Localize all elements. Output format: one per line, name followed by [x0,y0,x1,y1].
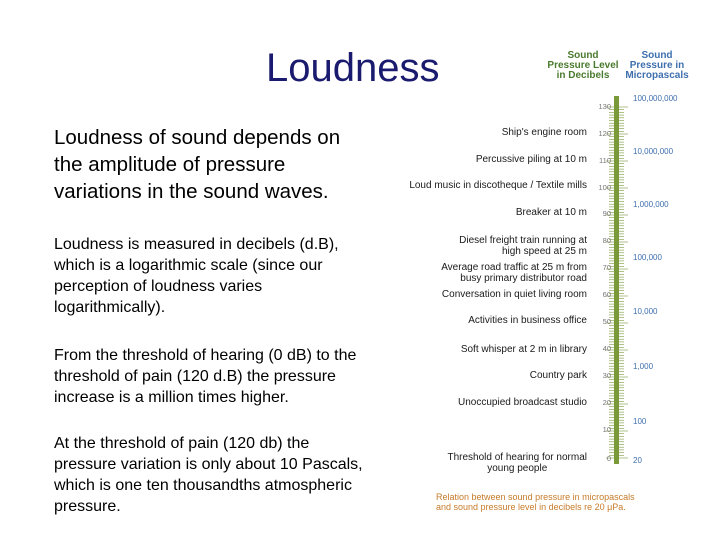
source-breaker: Breaker at 10 m [515,207,587,218]
text-line: At the threshold of pain (120 db) the [54,435,310,452]
db-tick-label: 100 [598,183,611,192]
source-engine-room: Ship's engine room [501,127,587,138]
source-office: Activities in business office [468,315,587,326]
db-tick-label: 50 [602,317,611,326]
text-line: variations in the sound waves. [54,180,329,203]
db-tick-label: 110 [599,156,611,165]
source-line: Threshold of hearing for normal [447,452,587,463]
db-tick-label: 30 [602,371,611,380]
slide-title: Loudness [266,46,440,90]
source-whisper: Soft whisper at 2 m in library [460,344,587,355]
caption-line: Relation between sound pressure in micropascals [436,492,635,502]
pa-tick-label: 1,000,000 [633,200,669,209]
source-line: busy primary distributor road [460,273,587,284]
text-line: increase is a million times higher. [54,389,289,406]
source-line: high speed at 25 m [501,246,587,257]
db-tick-label: 10 [602,425,611,434]
db-tick-label: 40 [602,344,611,353]
source-piling: Percussive piling at 10 m [475,154,587,165]
db-tick-label: 90 [602,209,611,218]
source-line: young people [487,463,548,474]
source-diesel-train [459,235,587,257]
header-line: Sound [641,50,673,61]
header-line: Micropascals [625,70,689,81]
pa-tick-label: 100 [633,417,647,426]
header-line: Pressure Level [547,60,619,71]
pa-tick-label: 100,000,000 [633,94,678,103]
scale-bar [614,96,619,464]
source-broadcast-studio: Unoccupied broadcast studio [458,397,587,408]
db-tick-label: 80 [602,236,611,245]
text-line: pressure variation is only about 10 Pascals, [54,456,363,473]
db-tick-label: 70 [602,263,611,272]
db-tick-label: 60 [602,290,611,299]
header-line: Pressure in [629,60,685,71]
text-line: perception of loudness varies [54,278,263,295]
header-line: in Decibels [556,70,610,81]
pa-tick-label: 100,000 [633,253,662,262]
text-line: the amplitude of pressure [54,153,286,176]
source-line: Average road traffic at 25 m from [441,262,587,273]
db-tick-label: 120 [598,129,611,138]
source-threshold-hearing [447,452,587,474]
text-line: pressure. [54,498,121,515]
source-road-traffic [441,262,587,284]
caption-line: and sound pressure level in decibels re 20 μPa. [436,502,626,512]
text-line: Loudness is measured in decibels (d.B), [54,236,339,253]
db-tick-label: 0 [606,454,611,463]
text-line: logarithmically). [54,299,166,316]
text-line: Loudness of sound depends on [54,126,341,149]
source-country-park: Country park [529,370,587,381]
source-disco: Loud music in discotheque / Textile mills [409,180,587,191]
diagram-caption [436,492,635,512]
text-line: From the threshold of hearing (0 dB) to the [54,347,357,364]
pa-tick-label: 10,000 [633,307,658,316]
source-line: Diesel freight train running at [459,235,587,246]
pa-tick-label: 10,000,000 [633,147,674,156]
text-line: threshold of pain (120 d.B) the pressure [54,368,336,385]
pa-tick-label: 20 [633,456,642,465]
source-conversation: Conversation in quiet living room [441,289,587,300]
text-line: which is one ten thousandths atmospheric [54,477,352,494]
text-line: which is a logarithmic scale (since our [54,257,323,274]
header-line: Sound [567,50,599,61]
pa-tick-label: 1,000 [633,362,654,371]
db-tick-label: 130 [598,102,611,111]
db-tick-label: 20 [602,398,611,407]
